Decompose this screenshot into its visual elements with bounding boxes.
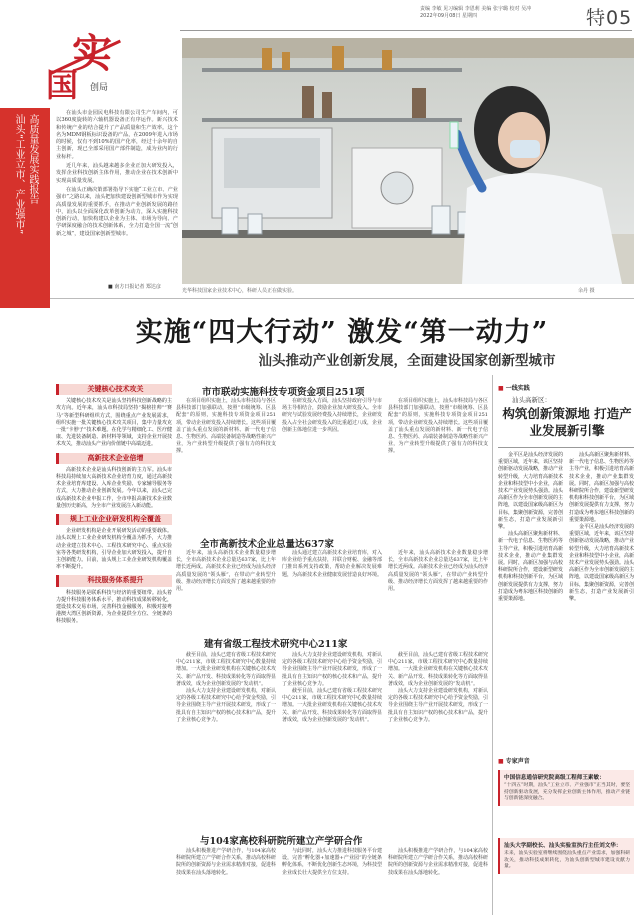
body-paragraph: 汕头积极推进产学研合作，与104家高校科研院所建立产学研合作关系，推动高校科研院所的创新资源与企业需求精准对接，促进科技成果在汕头落地转化。: [176, 848, 277, 876]
sub-headline: 汕头推动产业创新发展，全面建设国家创新型城市: [258, 353, 556, 369]
subhead-3: 建有省级工程技术研究中心211家: [204, 639, 348, 650]
intro-text: [56, 110, 178, 240]
right-kicker: 汕头高新区：: [512, 396, 551, 404]
main-headline: 实施“四大行动” 激发“第一动力”: [135, 317, 549, 348]
editor-line: 责编 李敏 见习编辑 李恩莉 美编 张宇璐 校对 吴冲: [420, 6, 532, 12]
body-block: [282, 652, 382, 724]
section-box-1: 关键核心技术攻关: [56, 384, 172, 395]
body-block: [176, 652, 276, 724]
logo-sub: 创局: [90, 83, 109, 93]
body-paragraph: 高新技术企业是汕头科技创新的主力军。汕头市科技局持续加大高新技术企业培育力度，通过高新技术企业培育库建设、入库企业奖励、专家辅导服务等方式，大力推动企业创新发展。今年以来，汕头已完成高新技术企业申报工作，全市申报高新技术企业数量创历史新高，为全市产业发展注入新动能。: [56, 466, 172, 509]
header-rule: [180, 30, 632, 31]
right-section-tag: ■ 一线实践: [498, 383, 530, 392]
quote-body: “十四五”时期，汕头“工业立市、产业强市”正当其时，要坚持创新驱动发展，充分发挥企业创新主体作用，推动产业链与创新链深度融合。: [504, 783, 630, 802]
body-paragraph: 在研发投入方面，汕头坚持政府引导与市场主导相结合，鼓励企业加大研发投入。全市研究与试验发展经费投入持续增长，企业研发投入占全社会研发投入的比重超过八成，企业创新主体地位进一步巩固。: [282, 398, 383, 433]
body-paragraph: 汕头高新区聚焦新材料、新一代电子信息、生物医药等主导产业，积极引进培育高新技术企业，推动产业集群发展。同时，高新区加强与高校科研院所合作，建设新型研发机构和科技创新平台，为区域创新发展提供有力支撑，努力打造成为粤东地区科技创新的重要策源地。: [569, 452, 635, 523]
body-paragraph: 在项目组织实施上，汕头市科技局与各区县科技部门加强联动，按照“市级统筹、区县配套”的原则，实施科技专项资金项目251项，带动企业研发投入持续增长。这些项目覆盖了汕头重点发展的新材料、新一代电子信息、生物医药、高端装备制造等战略性新兴产业，为产业转型升级提供了强有力的科技支撑。: [176, 398, 277, 455]
body-block: [388, 550, 488, 593]
body-paragraph: 与此同时，汕头大力推进科技服务平台建设，完善“孵化器+加速器+产业园”的全链条孵化体系，不断优化创新生态环境，为科技型企业成长壮大提供全方位支持。: [282, 848, 383, 876]
body-paragraph: 企业研发机构是企业开展研发活动的重要载体。汕头以规上工业企业研发机构全覆盖为抓手，大力推动企业建立技术中心、工程技术研究中心、重点实验室等各类研发机构，引导企业加大研发投入，提升自主创新能力。目前，汕头规上工业企业研发机构覆盖率不断提升。: [56, 528, 172, 571]
body-paragraph: 汕头通过建立高新技术企业培育库，对入库企业给予重点扶持，并联合财税、金融等部门推出系列支持政策，帮助企业解决发展难题，为高新技术企业健康发展营造良好环境。: [282, 550, 383, 578]
body-paragraph: 科技服务是联系科技与经济的重要纽带。汕头着力提升科技服务体系水平，推动科技成果转移转化，建设技术交易市场，完善科技金融服务，积极对接粤港澳大湾区创新资源，为企业提供全方位、全链条的科技服务。: [56, 589, 172, 625]
body-paragraph: 近年来，汕头高新技术企业数量稳步增长，全市高新技术企业总量达637家，比上年增长近两成。高新技术企业已经成为汕头经济高质量发展的“领头雁”，在带动产业转型升级、推动经济增长方面发挥了越来越重要的作用。: [388, 550, 489, 593]
right-rule: [498, 447, 634, 448]
lab-photo: [182, 38, 634, 284]
body-paragraph: 近年来，汕头高新技术企业数量稳步增长，全市高新技术企业总量达637家，比上年增长近两成。高新技术企业已经成为汕头经济高质量发展的“领头雁”，在带动产业转型升级、推动经济增长方面发挥了越来越重要的作用。: [176, 550, 277, 593]
body-paragraph: 关键核心技术攻关是汕头坚持科技创新战略的主攻方向。近年来，汕头市科技局坚持“揭榜挂帅”“赛马”等新型科研组织方式，围绕重点产业发展需求，组织实施一批关键核心技术攻关项目，集中力量攻克一批“卡脖子”技术难题。在化学与精细化工、医疗健康、先进装备制造、新材料等领域，支持企业开展技术攻关，推动汕头产业向价值链中高端迈进。: [56, 398, 172, 448]
body-paragraph: 截至目前，汕头已建有省级工程技术研究中心211家，市级工程技术研究中心数量持续增加。一大批企业研发机构在关键核心技术攻关、新产品开发、科技成果转化等方面取得显著成效，成为企业创新发展的“发动机”。: [388, 652, 489, 687]
subhead-4: 与104家高校科研院所建立产学研合作: [200, 836, 363, 847]
section-rule: [50, 298, 634, 299]
intro-paragraph: 近几年来，汕头越来越多企业正加大研发投入，发挥企业科技创新主体作用，推动企业在技术创新中实现高质量发展。: [56, 163, 178, 184]
logo-char-2: 国: [46, 66, 79, 104]
body-paragraph: 截至目前，汕头已建有省级工程技术研究中心211家，市级工程技术研究中心数量持续增加。一大批企业研发机构在关键核心技术攻关、新产品开发、科技成果转化等方面取得显著成效，成为企业创新发展的“发动机”。: [282, 688, 383, 723]
header-meta: [420, 6, 580, 20]
quote-title: 中国信息通信研究院高级工程师王素敏：: [504, 775, 605, 781]
body-paragraph: 在项目组织实施上，汕头市科技局与各区县科技部门加强联动，按照“市级统筹、区县配套”的原则，实施科技专项资金项目251项，带动企业研发投入持续增长。这些项目覆盖了汕头重点发展的新材料、新一代电子信息、生物医药、高端装备制造等战略性新兴产业，为产业转型升级提供了强有力的科技支撑。: [388, 398, 489, 455]
photo-caption: 光华科技国家企业技术中心，科研人员正在做实验。: [182, 288, 298, 294]
section-label: 特05: [586, 7, 633, 29]
column-logo: [46, 22, 146, 104]
right-column-1: [498, 452, 563, 603]
section-box-4: 科技服务体系提升: [56, 575, 172, 586]
body-paragraph: 汕头大力支持企业建设研发机构，对新认定的各级工程技术研究中心给予资金奖励，引导企业围绕主导产业开展技术研发，形成了一批具有自主知识产权的核心技术和产品，提升了企业核心竞争力。: [282, 652, 383, 687]
body-paragraph: 汕头大力支持企业建设研发机构，对新认定的各级工程技术研究中心给予资金奖励，引导企业围绕主导产业开展技术研发，形成了一批具有自主知识产权的核心技术和产品，提升了企业核心竞争力。: [176, 688, 277, 723]
intro-paragraph: 在汕头市金园民电科技有限公司生产车间内，可以360度旋转的六轴机器设备正有序运作。新兴技术和传统产业的结合提升了产品质量和生产效率。这个名为MDM钢板标识设备的产品，在2009年进入市场的时候，仅有不到10%的国产化率，经过十余年的自主创新，现已全部采用国产部件制造，成为业内的行业标杆。: [56, 110, 178, 160]
date-line: 2022年09月08日 星期四: [420, 13, 478, 19]
expert-section-tag: ■ 专家声音: [498, 756, 530, 765]
body-paragraph: 汕头积极推进产学研合作，与104家高校科研院所建立产学研合作关系，推动高校科研院所的创新资源与企业需求精准对接，促进科技成果在汕头落地转化。: [388, 848, 489, 876]
section-box-3: 规上工业企业研发机构全覆盖: [56, 514, 172, 525]
right-column-2: [569, 452, 634, 603]
body-paragraph: 截至目前，汕头已建有省级工程技术研究中心211家，市级工程技术研究中心数量持续增加。一大批企业研发机构在关键核心技术攻关、新产品开发、科技成果转化等方面取得显著成效，成为企业创新发展的“发动机”。: [176, 652, 277, 687]
expert-quote-2: [498, 838, 634, 874]
column-divider: [492, 375, 493, 915]
subhead-1: 市市联动实施科技专项资金项目251项: [202, 387, 365, 398]
body-paragraph: 汕头大力支持企业建设研发机构，对新认定的各级工程技术研究中心给予资金奖励，引导企业围绕主导产业开展技术研发，形成了一批具有自主知识产权的核心技术和产品，提升了企业核心竞争力。: [388, 688, 489, 723]
series-banner: [0, 108, 50, 308]
body-block: [282, 550, 382, 579]
intro-paragraph: 在汕头正确决策部署指导下实施“工业立市、产业强市”之路以来，汕头把加快建设创新型城市作为实现高质量发展的重要抓手，在推动产业创新发展的路径中，汕头以全面深化改革创新为动力，深入实施科技创新行动，加快构建以企业为主体、市场为导向、产学研深度融合的技术创新体系，全力打造全国一流“创新之城”，建设国家创新型城市。: [56, 186, 178, 237]
column-left: [56, 380, 172, 626]
subhead-2: 全市高新技术企业总量达637家: [200, 539, 334, 550]
body-block: [388, 398, 488, 456]
body-block: [176, 550, 276, 593]
body-block: [282, 848, 382, 877]
photo-credit: 余丹 摄: [578, 288, 595, 294]
body-block: [176, 848, 276, 877]
expert-quote-1: [498, 770, 634, 806]
body-block: [388, 848, 488, 877]
quote-body: 未来，汕头实验室将继续围绕汕头重点产业需求，加强科研攻关，推动科技成果转化，为汕头创新型城市建设贡献力量。: [504, 851, 630, 870]
byline: ■ 南方日报记者 郑达彦: [108, 283, 161, 290]
right-headline: 构筑创新策源地 打造产业发展新引擎: [502, 406, 632, 438]
body-block: [282, 398, 382, 434]
body-block: [176, 398, 276, 456]
body-paragraph: 金平区是汕头经济发展的重要区域，近年来，该区坚持创新驱动发展战略，推动产业转型升级，大力培育高新技术企业和科技型中小企业，高新技术产业发展势头强劲。汕头高新区作为全市创新发展的主阵地，以建设国家级高新区为目标，集聚创新资源，完善创新生态，打造产业发展新引擎。: [498, 452, 564, 531]
banner-line-2: 高质量发展实践报告: [27, 114, 38, 204]
quote-title: 汕头大学副校长、汕头实验室执行主任刘文华：: [504, 843, 622, 849]
body-paragraph: 汕头高新区聚焦新材料、新一代电子信息、生物医药等主导产业，积极引进培育高新技术企业，推动产业集群发展。同时，高新区加强与高校科研院所合作，建设新型研发机构和科技创新平台，为区域创新发展提供有力支撑，努力打造成为粤东地区科技创新的重要策源地。: [498, 531, 564, 603]
logo-char-1: 实: [72, 30, 112, 77]
body-block: [388, 652, 488, 724]
section-box-2: 高新技术企业倍增: [56, 453, 172, 464]
body-paragraph: 金平区是汕头经济发展的重要区域，近年来，该区坚持创新驱动发展战略，推动产业转型升级，大力培育高新技术企业和科技型中小企业，高新技术产业发展势头强劲。汕头高新区作为全市创新发展的主阵地，以建设国家级高新区为目标，集聚创新资源，完善创新生态，打造产业发展新引擎。: [569, 524, 635, 603]
lab-photo-illustration: [182, 38, 634, 284]
banner-line-1: 汕头“工业立市、产业强市”: [13, 114, 24, 235]
